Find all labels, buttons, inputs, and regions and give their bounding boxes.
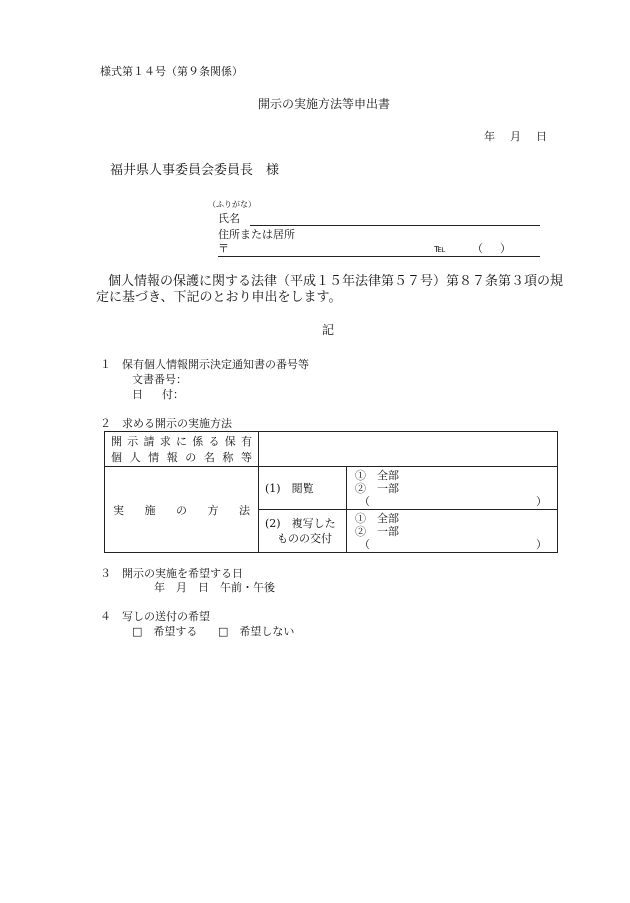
label-char: 等	[240, 451, 252, 464]
furigana-label: （ふりがな）	[208, 200, 256, 209]
doc-number-label: 文書番号：	[132, 373, 187, 386]
page-title: 開示の実施方法等申出書	[258, 97, 391, 111]
method1-option-part[interactable]: ② 一部	[355, 481, 399, 495]
label-char: 係	[192, 435, 204, 448]
label-char: 称	[222, 451, 234, 464]
method-label-cell	[105, 467, 259, 553]
address-label: 住所または居所	[218, 228, 295, 241]
method1-label-cell	[259, 467, 347, 510]
date-label-hi: 日	[132, 388, 143, 401]
section3-heading: ３ 開示の実施を希望する日	[100, 567, 243, 580]
label-char: 求	[159, 435, 171, 448]
info-name-label-line2	[111, 449, 252, 465]
addressee: 福井県人事委員会委員長 様	[110, 163, 280, 178]
date-month-label: 月	[510, 130, 521, 143]
paren-open: （	[359, 494, 370, 508]
label-char: 実	[113, 503, 124, 517]
info-name-label-cell	[105, 432, 259, 467]
tel-icon: ℡	[434, 242, 446, 255]
form-number: 様式第１４号（第９条関係）	[100, 65, 243, 78]
paren-close: ）	[536, 494, 547, 508]
ki-heading: 記	[322, 323, 335, 337]
method2-option-all[interactable]: ① 全部	[355, 511, 399, 525]
label-char: の	[176, 503, 187, 517]
send-copy-yes-checkbox[interactable]: □ 希望する	[132, 625, 198, 638]
label-char: 開	[111, 435, 122, 448]
label-char: 方	[207, 503, 219, 517]
label-char: 有	[241, 435, 252, 448]
label-char: 名	[203, 451, 215, 464]
disclosure-method-table	[104, 431, 558, 553]
desired-date-line[interactable]: 年 月 日 午前・午後	[154, 581, 275, 594]
section4-heading: ４ 写しの送付の希望	[100, 610, 210, 623]
info-name-label-line1	[111, 433, 252, 449]
method1-part-detail[interactable]	[351, 495, 557, 508]
method2-label-line2: ものの交付	[277, 532, 332, 545]
label-char: 請	[143, 435, 155, 448]
paren-open: （	[359, 537, 370, 551]
method2-label-cell	[259, 510, 347, 553]
method2-part-detail[interactable]	[351, 538, 557, 551]
label-char: 人	[129, 451, 141, 464]
label-char: 保	[224, 435, 236, 448]
label-char: 報	[166, 451, 178, 464]
label-char: る	[208, 435, 220, 448]
method2-label-line1: (2) 複写した	[265, 517, 336, 530]
section1-heading: １ 保有個人情報開示決定通知書の番号等	[100, 358, 309, 371]
label-char: 情	[148, 451, 160, 464]
method1-label: (1) 閲覧	[265, 481, 314, 495]
label-char: 法	[239, 503, 250, 517]
method1-option-all[interactable]: ① 全部	[355, 468, 399, 482]
date-label-tsuke: 付：	[162, 388, 184, 401]
label-char: 個	[111, 451, 122, 464]
method2-option-part[interactable]: ② 一部	[355, 524, 399, 538]
address-field[interactable]	[218, 256, 540, 257]
method1-options-cell	[347, 467, 558, 510]
label-char: 示	[127, 435, 139, 448]
body-line-2: 定に基づき、下記のとおり申出をします。	[96, 290, 342, 305]
label-char: に	[176, 435, 187, 448]
label-char: の	[185, 451, 197, 464]
table-row	[105, 432, 558, 467]
label-char: 施	[144, 503, 156, 517]
paren-close: ）	[536, 537, 547, 551]
body-line-1: 個人情報の保護に関する法律（平成１５年法律第５７号）第８７条第３項の規	[108, 274, 564, 289]
date-day-label: 日	[536, 130, 547, 143]
date-year-label: 年	[484, 130, 495, 143]
method2-options-cell	[347, 510, 558, 553]
tel-paren-close: ）	[500, 242, 511, 255]
name-label: 氏名	[218, 212, 240, 225]
postal-mark: 〒	[218, 242, 229, 255]
send-copy-no-checkbox[interactable]: □ 希望しない	[218, 625, 295, 638]
name-field[interactable]	[250, 225, 540, 226]
info-name-input-cell[interactable]	[259, 432, 558, 467]
method-label	[111, 502, 252, 518]
tel-paren-open: （	[472, 242, 483, 255]
section2-heading: ２ 求める開示の実施方法	[100, 417, 232, 430]
table-row	[105, 467, 558, 510]
